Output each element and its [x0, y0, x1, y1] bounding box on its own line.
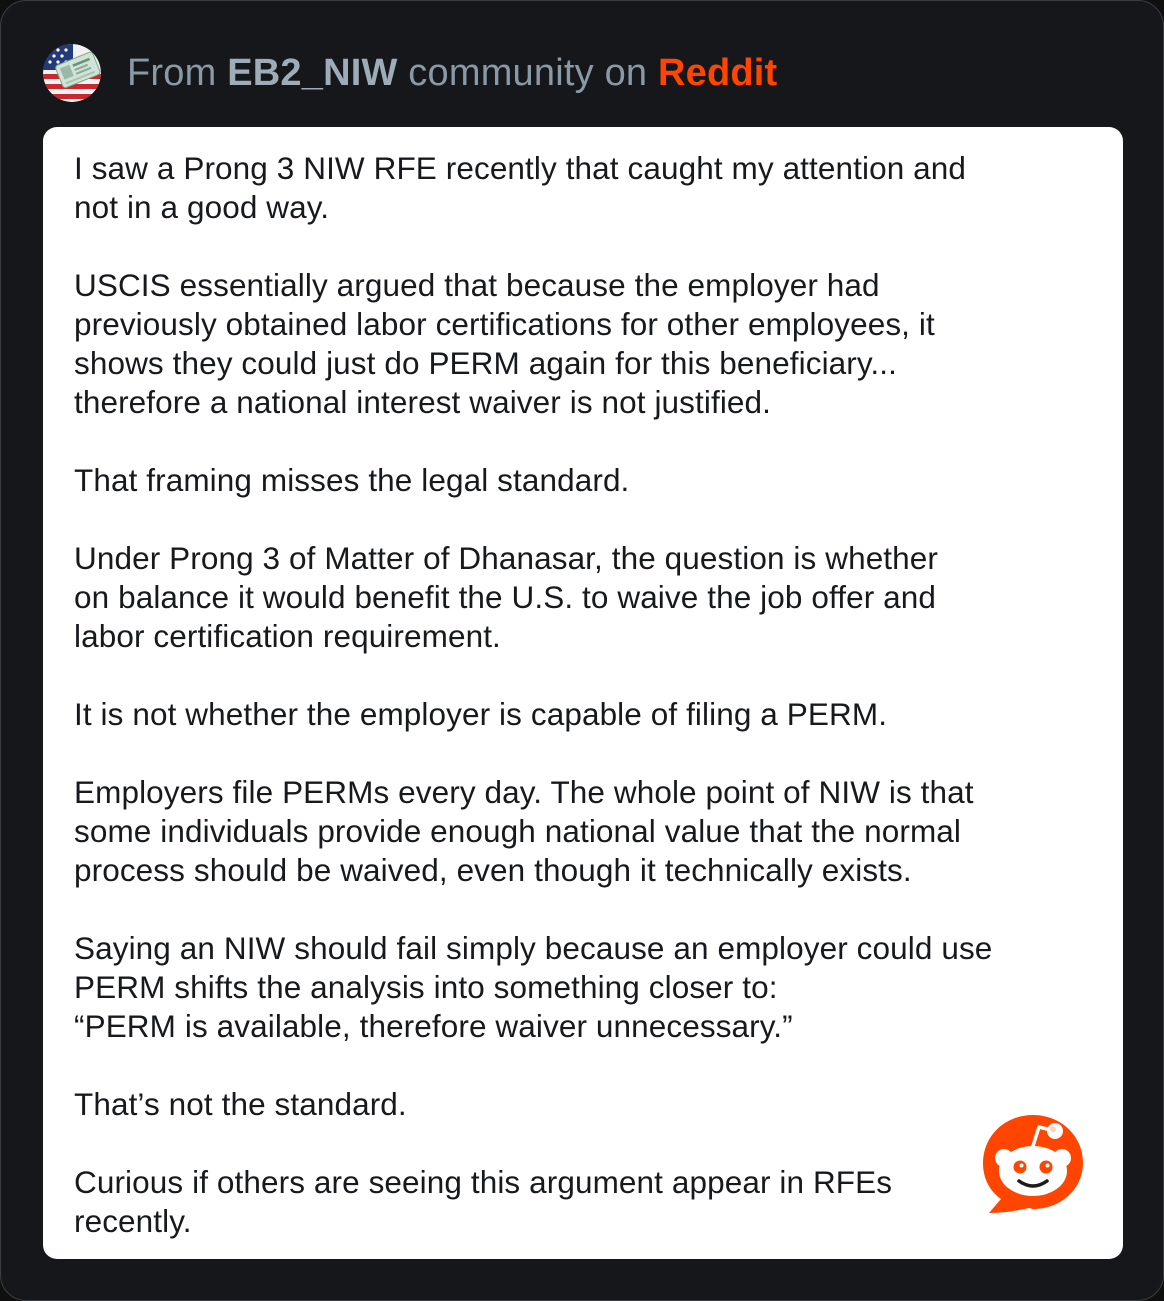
- post-text-line: I saw a Prong 3 NIW RFE recently that caught my attention and: [74, 150, 967, 186]
- post-text-line: previously obtained labor certifications for other employees, it: [74, 306, 935, 342]
- post-text-line: That framing misses the legal standard.: [74, 462, 630, 498]
- post-text-line: Curious if others are seeing this argument appear in RFEs: [74, 1164, 893, 1200]
- post-paragraph: [74, 149, 1110, 227]
- post-text-line: USCIS essentially argued that because the employer had: [74, 267, 880, 303]
- post-text-line: It is not whether the employer is capable of filing a PERM.: [74, 696, 888, 732]
- platform-name-link[interactable]: Reddit: [658, 51, 778, 94]
- post-text-line: shows they could just do PERM again for this beneficiary...: [74, 345, 897, 381]
- post-text-line: “PERM is available, therefore waiver unnecessary.”: [74, 1008, 793, 1044]
- community-name-link[interactable]: EB2_NIW: [227, 51, 398, 94]
- post-text-line: therefore a national interest waiver is not justified.: [74, 384, 772, 420]
- post-text-line: Employers file PERMs every day. The whole point of NIW is that: [74, 774, 974, 810]
- post-paragraph: [74, 1163, 1110, 1241]
- post-text-line: Saying an NIW should fail simply because an employer could use: [74, 930, 993, 966]
- post-text-line: some individuals provide enough national value that the normal: [74, 813, 962, 849]
- post-text-line: recently.: [74, 1203, 192, 1239]
- post-card: [43, 127, 1123, 1259]
- post-text-line: PERM shifts the analysis into something closer to:: [74, 969, 778, 1005]
- reddit-snoo-icon: [979, 1111, 1087, 1219]
- header-prefix: From: [127, 51, 228, 94]
- post-paragraph: [74, 1085, 1110, 1124]
- post-paragraph: [74, 461, 1110, 500]
- post-paragraph: [74, 266, 1110, 422]
- flag-green-card-avatar-icon: [43, 44, 101, 102]
- share-header: [43, 43, 777, 103]
- post-text-line: Under Prong 3 of Matter of Dhanasar, the question is whether: [74, 540, 938, 576]
- post-paragraph: [74, 773, 1110, 890]
- header-middle: community on: [397, 51, 658, 94]
- post-text-line: not in a good way.: [74, 189, 330, 225]
- post-paragraph: [74, 695, 1110, 734]
- post-paragraph: [74, 539, 1110, 656]
- post-text-line: on balance it would benefit the U.S. to waive the job offer and: [74, 579, 937, 615]
- post-body: [74, 149, 1110, 1241]
- post-paragraph: [74, 929, 1110, 1046]
- share-header-text: [127, 52, 777, 95]
- post-text-line: labor certification requirement.: [74, 618, 501, 654]
- post-text-line: That’s not the standard.: [74, 1086, 407, 1122]
- post-text-line: process should be waived, even though it technically exists.: [74, 852, 912, 888]
